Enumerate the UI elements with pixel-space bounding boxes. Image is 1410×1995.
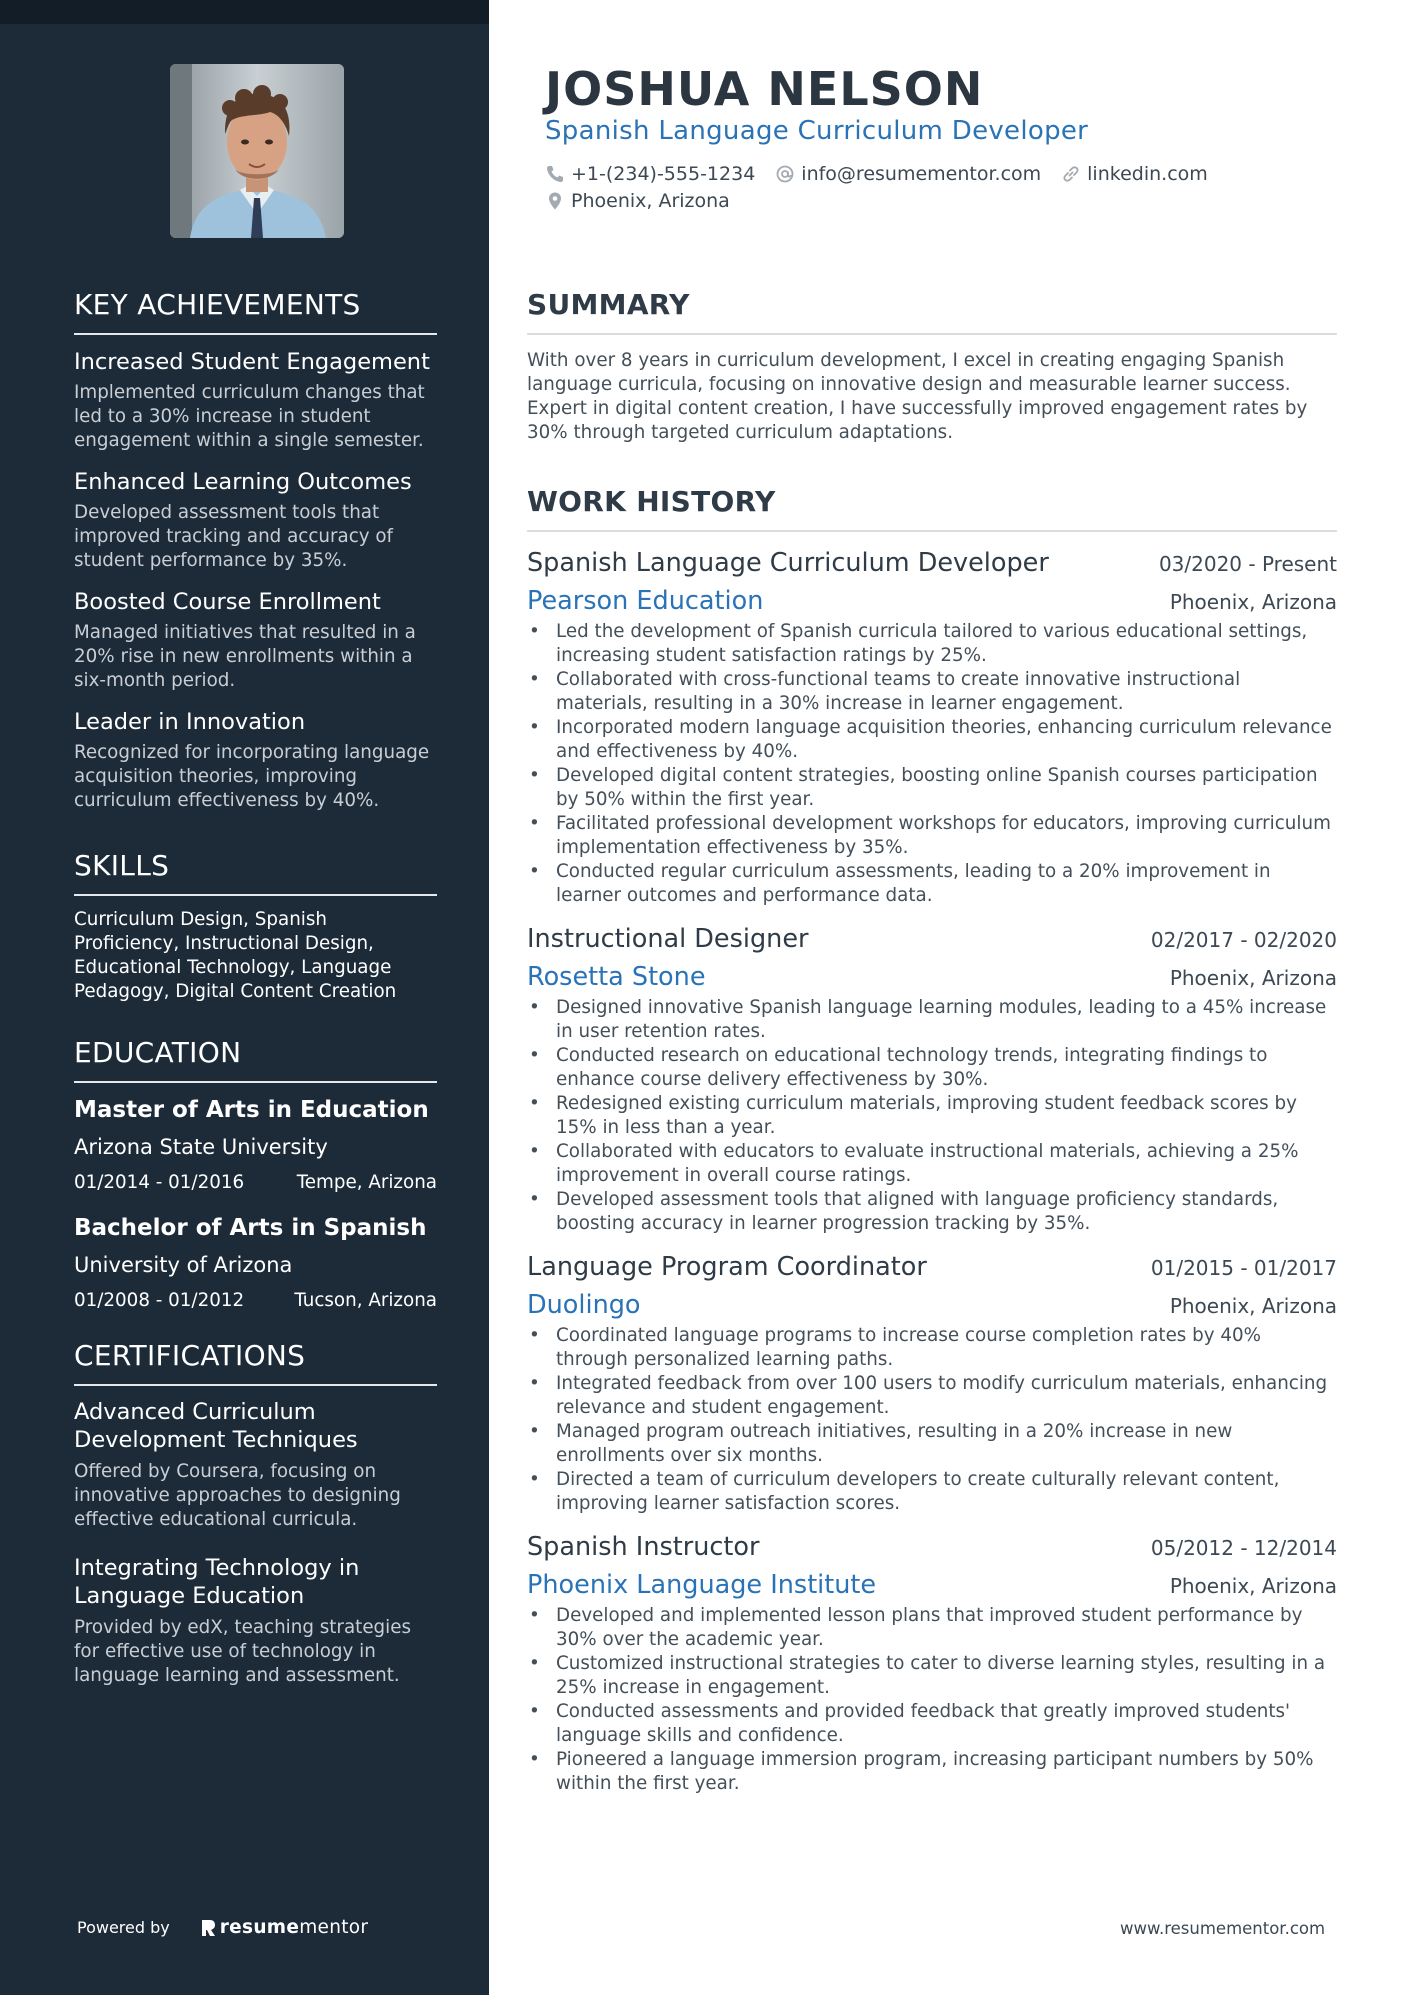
candidate-name: JOSHUA NELSON (545, 62, 984, 116)
education-degree: Bachelor of Arts in Spanish (74, 1215, 427, 1241)
job-bullets (527, 1324, 1337, 1516)
job-location: Phoenix, Arizona (1169, 966, 1337, 990)
achievement-title: Enhanced Learning Outcomes (74, 469, 412, 495)
linkedin-text: linkedin.com (1087, 163, 1208, 185)
job-dates: 02/2017 - 02/2020 (1150, 928, 1337, 952)
location-text: Phoenix, Arizona (571, 190, 730, 212)
job-title: Spanish Language Curriculum Developer (527, 548, 1049, 578)
contact-phone[interactable] (545, 163, 755, 185)
achievement-desc: Recognized for incorporating language acquisition theories, improving curriculum effectiveness by 40%. (74, 742, 430, 811)
certification-item (74, 1554, 437, 1688)
achievement-title: Increased Student Engagement (74, 349, 430, 375)
job-bullet: • Developed assessment tools that aligned with language proficiency standards, boosting accuracy in learner progression tracking by 35%. (527, 1188, 1337, 1236)
job-bullet: • Developed digital content strategies, boosting online Spanish courses participation by 50% within the first year. (527, 764, 1337, 812)
job-bullet: • Designed innovative Spanish language learning modules, leading to a 45% increase in user retention rates. (527, 996, 1337, 1044)
job-bullet: • Redesigned existing curriculum materials, improving student feedback scores by 15% in less than a year. (527, 1092, 1337, 1140)
contact-email[interactable] (775, 163, 1041, 185)
job-location: Phoenix, Arizona (1169, 1294, 1337, 1318)
education-school: University of Arizona (74, 1253, 293, 1277)
job-bullet: • Directed a team of curriculum developers to create culturally relevant content, improving learner satisfaction scores. (527, 1468, 1337, 1516)
phone-icon (545, 164, 565, 184)
education-heading: EDUCATION (74, 1036, 437, 1083)
achievement-item (74, 467, 437, 573)
footer-url[interactable]: www.resumementor.com (1120, 1919, 1326, 1938)
achievement-item (74, 347, 437, 453)
brand-bold: resume (219, 1917, 300, 1938)
job-bullets (527, 620, 1337, 908)
job-bullet: • Developed and implemented lesson plans that improved student performance by 30% over the academic year. (527, 1604, 1337, 1652)
job-dates: 03/2020 - Present (1158, 552, 1337, 576)
skills-heading: SKILLS (74, 849, 437, 896)
certification-item (74, 1398, 437, 1532)
education-dates: 01/2014 - 01/2016 (74, 1172, 245, 1193)
sidebar (0, 0, 489, 1995)
achievement-desc: Developed assessment tools that improved tracking and accuracy of student performance by 35%. (74, 502, 393, 571)
job-bullet: • Conducted research on educational technology trends, integrating findings to enhance course delivery effectiveness by 30%. (527, 1044, 1337, 1092)
achievement-desc: Managed initiatives that resulted in a 20% rise in new enrollments within a six-month period. (74, 622, 416, 691)
achievement-title: Leader in Innovation (74, 709, 306, 735)
education-dates: 01/2008 - 01/2012 (74, 1290, 245, 1311)
email-text: info@resumementor.com (801, 163, 1042, 185)
contact-location (545, 190, 730, 212)
job-bullet: • Pioneered a language immersion program, increasing participant numbers by 50% within the first year. (527, 1748, 1337, 1796)
job-bullet: • Coordinated language programs to increase course completion rates by 40% through personalized learning paths. (527, 1324, 1337, 1372)
profile-photo (170, 64, 344, 238)
certification-title: Advanced Curriculum Development Techniques (74, 1399, 358, 1453)
job-bullet: • Collaborated with cross-functional teams to create innovative instructional materials, resulting in a 30% increase in learner engagement. (527, 668, 1337, 716)
phone-text: +1-(234)-555-1234 (571, 163, 756, 185)
sidebar-top-bar (0, 0, 489, 24)
job-bullet: • Integrated feedback from over 100 users to modify curriculum materials, enhancing relevance and student engagement. (527, 1372, 1337, 1420)
job-entry (527, 922, 1337, 1236)
job-bullet: • Collaborated with educators to evaluate instructional materials, achieving a 25% improvement in overall course ratings. (527, 1140, 1337, 1188)
email-at-icon (775, 164, 795, 184)
job-company: Rosetta Stone (527, 962, 706, 992)
brand-light: mentor (299, 1917, 369, 1938)
job-dates: 01/2015 - 01/2017 (1150, 1256, 1337, 1280)
job-location: Phoenix, Arizona (1169, 590, 1337, 614)
job-bullet: • Led the development of Spanish curricula tailored to various educational settings, increasing student satisfaction ratings by 25%. (527, 620, 1337, 668)
powered-by-label: Powered by (77, 1918, 170, 1937)
job-bullet: • Customized instructional strategies to cater to diverse learning styles, resulting in a 25% increase in engagement. (527, 1652, 1337, 1700)
contact-row-location (545, 190, 750, 212)
job-company: Pearson Education (527, 586, 764, 616)
job-title: Spanish Instructor (527, 1532, 760, 1562)
link-icon (1061, 164, 1081, 184)
job-dates: 05/2012 - 12/2014 (1150, 1536, 1337, 1560)
job-bullet: • Managed program outreach initiatives, resulting in a 20% increase in new enrollments over six months. (527, 1420, 1337, 1468)
job-bullets (527, 996, 1337, 1236)
education-location: Tempe, Arizona (296, 1172, 437, 1193)
skills-list: Curriculum Design, Spanish Proficiency, Instructional Design, Educational Technology, Language Pedagogy, Digital Content Creation (74, 909, 397, 1002)
education-school: Arizona State University (74, 1135, 328, 1159)
certification-desc: Provided by edX, teaching strategies for effective use of technology in language learning and assessment. (74, 1617, 412, 1686)
job-title: Language Program Coordinator (527, 1252, 927, 1282)
job-bullet: • Facilitated professional development workshops for educators, improving curriculum implementation effectiveness by 35%. (527, 812, 1337, 860)
location-pin-icon (545, 191, 565, 211)
certification-title: Integrating Technology in Language Education (74, 1555, 360, 1609)
achievement-title: Boosted Course Enrollment (74, 589, 381, 615)
resumementor-logo[interactable] (200, 1917, 369, 1938)
powered-by (77, 1917, 368, 1938)
job-bullets (527, 1604, 1337, 1796)
education-location: Tucson, Arizona (294, 1290, 437, 1311)
job-entry (527, 546, 1337, 908)
job-bullet: • Conducted assessments and provided feedback that greatly improved students' language skills and confidence. (527, 1700, 1337, 1748)
achievement-item (74, 587, 437, 693)
achievement-item (74, 707, 437, 813)
certification-desc: Offered by Coursera, focusing on innovative approaches to designing effective educational curricula. (74, 1461, 401, 1530)
resumementor-logo-icon (200, 1918, 216, 1938)
summary-heading: SUMMARY (527, 288, 1337, 335)
work-history-section (527, 485, 1337, 1810)
job-title: Instructional Designer (527, 924, 809, 954)
contact-row (545, 163, 1228, 185)
candidate-role: Spanish Language Curriculum Developer (545, 116, 1089, 146)
education-degree: Master of Arts in Education (74, 1097, 429, 1123)
job-entry (527, 1250, 1337, 1516)
achievements-heading: KEY ACHIEVEMENTS (74, 288, 437, 335)
education-item (74, 1095, 437, 1195)
certifications-heading: CERTIFICATIONS (74, 1339, 437, 1386)
summary-text: With over 8 years in curriculum development, I excel in creating engaging Spanish language curricula, focusing on innovative design and measurable learner success. Expert in digital content creation, I have successfully improved engagement rates by 30% through targeted curriculum adaptations. (527, 350, 1308, 443)
job-bullet: • Conducted regular curriculum assessments, leading to a 20% improvement in learner outcomes and performance data. (527, 860, 1337, 908)
job-location: Phoenix, Arizona (1169, 1574, 1337, 1598)
achievement-desc: Implemented curriculum changes that led to a 30% increase in student engagement within a single semester. (74, 382, 425, 451)
sidebar-content (74, 288, 437, 1710)
contact-linkedin[interactable] (1061, 163, 1208, 185)
job-company: Phoenix Language Institute (527, 1570, 877, 1600)
job-bullet: • Incorporated modern language acquisition theories, enhancing curriculum relevance and effectiveness by 40%. (527, 716, 1337, 764)
job-company: Duolingo (527, 1290, 641, 1320)
education-item (74, 1213, 437, 1313)
job-entry (527, 1530, 1337, 1796)
summary-section (527, 288, 1337, 445)
work-history-heading: WORK HISTORY (527, 485, 1337, 532)
